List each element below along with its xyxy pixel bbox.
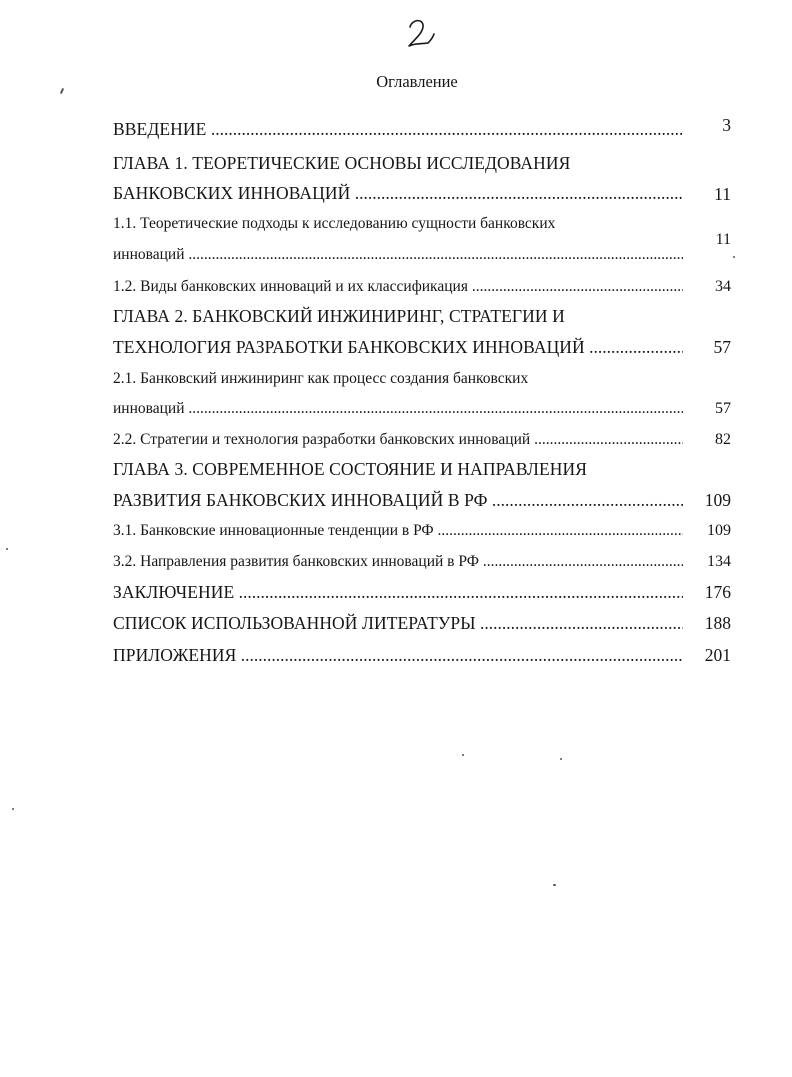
- toc-entry-page: 11: [715, 231, 731, 248]
- toc-entry[interactable]: [113, 115, 731, 144]
- toc-entry[interactable]: [113, 368, 731, 420]
- toc-entry-title: СПИСОК ИСПОЛЬЗОВАННОЙ ЛИТЕРАТУРЫ .....: [113, 612, 683, 634]
- toc-entry[interactable]: [113, 644, 731, 670]
- toc-entry-title-cont: инноваций .....: [113, 398, 683, 420]
- toc-entry-title: ПРИЛОЖЕНИЯ .....: [113, 644, 683, 666]
- toc-title: Оглавление: [376, 72, 458, 91]
- toc-entry-page: 11: [714, 184, 731, 204]
- toc-entry[interactable]: [113, 213, 731, 265]
- toc-entry-page: 109: [707, 522, 731, 539]
- toc-entry-page: 57: [713, 337, 731, 357]
- toc-entry[interactable]: [113, 458, 731, 514]
- toc-entry-title-cont: БАНКОВСКИХ ИННОВАЦИЙ .....: [113, 182, 683, 204]
- toc-entry-title-cont: ТЕХНОЛОГИЯ РАЗРАБОТКИ БАНКОВСКИХ ИННОВАЦИЙ .....: [113, 336, 683, 358]
- toc-entry-page: 57: [715, 400, 731, 417]
- toc-entry-title: 3.2. Направления развития банковских инноваций в РФ .....: [113, 551, 683, 573]
- handwritten-page-number: [398, 10, 438, 54]
- toc-entry[interactable]: [113, 520, 731, 546]
- toc-entry-title: 1.2. Виды банковских инноваций и их классификация .....: [113, 276, 683, 298]
- toc-entry-title-cont: РАЗВИТИЯ БАНКОВСКИХ ИННОВАЦИЙ В РФ .....: [113, 489, 683, 511]
- toc-entry-page: 109: [704, 490, 731, 510]
- toc-entry[interactable]: [113, 276, 731, 302]
- toc-entry-title: 3.1. Банковские инновационные тенденции в РФ .....: [113, 520, 683, 542]
- scan-speck: [12, 808, 14, 810]
- scan-speck: [462, 754, 464, 756]
- toc-entry[interactable]: [113, 551, 731, 577]
- toc-entry[interactable]: [113, 612, 731, 638]
- scan-speck: [553, 884, 556, 886]
- toc-entry-title: ГЛАВА 2. БАНКОВСКИЙ ИНЖИНИРИНГ, СТРАТЕГИИ И: [113, 306, 565, 326]
- scan-speck: [560, 758, 562, 760]
- toc-entry-title: ЗАКЛЮЧЕНИЕ .....: [113, 581, 683, 603]
- toc-entry-page: 176: [704, 582, 731, 602]
- toc-entry-page: 3: [722, 115, 731, 135]
- toc-entry-page: 82: [715, 431, 731, 448]
- scan-speck: [733, 256, 735, 258]
- scan-speck: [6, 548, 8, 550]
- toc-entry-page: 134: [707, 553, 731, 570]
- toc-entry[interactable]: [113, 152, 731, 208]
- toc-entry-title: 2.2. Стратегии и технология разработки банковских инноваций .....: [113, 429, 683, 451]
- toc-entry-title: ВВЕДЕНИЕ .....: [113, 118, 683, 140]
- toc-entry-title: ГЛАВА 1. ТЕОРЕТИЧЕСКИЕ ОСНОВЫ ИССЛЕДОВАНИЯ: [113, 153, 571, 173]
- toc-entry[interactable]: [113, 429, 731, 455]
- toc-entry-page: 34: [715, 278, 731, 295]
- toc-entry[interactable]: [113, 581, 731, 607]
- toc-entry-title-cont: инноваций .....: [113, 244, 683, 266]
- toc-entry-title: ГЛАВА 3. СОВРЕМЕННОЕ СОСТОЯНИЕ И НАПРАВЛЕНИЯ: [113, 459, 588, 479]
- toc-entry-title: 2.1. Банковский инжиниринг как процесс создания банковских: [113, 370, 529, 387]
- toc-entry-page: 188: [704, 613, 731, 633]
- toc-entry-page: 201: [704, 645, 731, 665]
- toc-entry-title: 1.1. Теоретические подходы к исследованию сущности банковских: [113, 215, 556, 232]
- toc-entry[interactable]: [113, 305, 731, 361]
